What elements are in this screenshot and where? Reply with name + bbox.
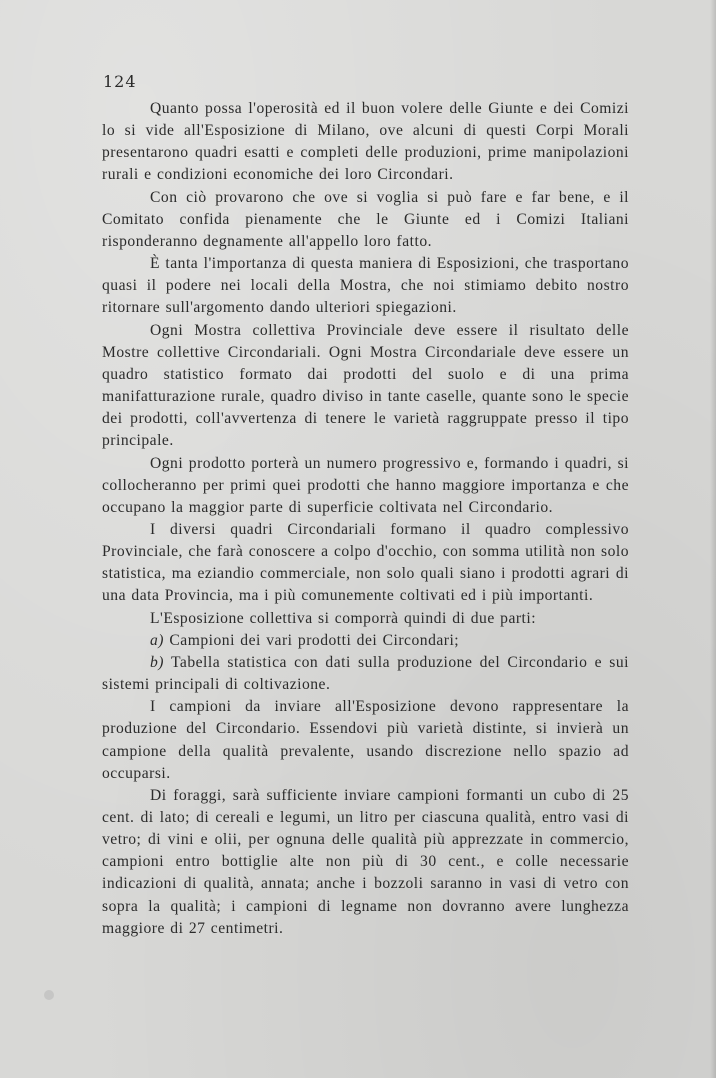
paragraph: È tanta l'importanza di questa maniera di Esposizioni, che trasportano quasi il podere nei locali della Mostra, che noi stimiamo debito nostro ritornare sull'argomento dando ulteriori spiegazioni. xyxy=(102,255,629,317)
paragraph: I campioni da inviare all'Esposizione devono rappresentare la produzione del Circondario. Essendovi più varietà distinte, si invierà un campione della qualità prevalente, usando discrezione nello spazio ad occuparsi. xyxy=(102,698,629,782)
paper-stain xyxy=(44,990,54,1000)
list-item-text: Campioni dei vari prodotti dei Circondari; xyxy=(169,631,460,649)
list-marker: b) xyxy=(150,653,164,671)
paragraph: Di foraggi, sarà sufficiente inviare campioni formanti un cubo di 25 cent. di lato; di cereali e legumi, un litro per ciascuna qualità, entro vasi di vetro; di vini e olii, per ognuna delle qualità più apprezzate in commercio, campioni entro bottiglie alte non più di 30 cent., e colle necessarie indicazioni di qualità, annata; anche i bozzoli saranno in vasi di vetro con sopra la qualità; i campioni di legname non dovranno avere lunghezza maggiore di 27 centimetri. xyxy=(102,786,629,937)
paragraph: Con ciò provarono che ove si voglia si può fare e far bene, e il Comitato confida pienamente che le Giunte ed i Comizi Italiani risponderanno degnamente all'appello loro fatto. xyxy=(102,188,629,250)
page-number: 124 xyxy=(103,72,137,91)
paragraph: L'Esposizione collettiva si comporrà quindi di due parti: xyxy=(150,609,537,627)
paragraph: Ogni prodotto porterà un numero progressivo e, formando i quadri, si collocheranno per primi quei prodotti che hanno maggiore importanza e che occupano la maggior parte di superficie coltivata nel Circondario. xyxy=(102,454,629,516)
paragraph: Quanto possa l'operosità ed il buon volere delle Giunte e dei Comizi lo si vide all'Esposizione di Milano, ove alcuni di questi Corpi Morali presentarono quadri esatti e completi delle produzioni, prime manipolazioni rurali e condizioni economiche dei loro Circondari. xyxy=(102,100,629,184)
body-text xyxy=(102,98,629,940)
list-marker: a) xyxy=(150,631,164,649)
list-item-text: Tabella statistica con dati sulla produzione del Circondario e sui sistemi principali di coltivazione. xyxy=(102,653,629,694)
page-edge-shadow xyxy=(710,0,716,1078)
list-item xyxy=(102,652,629,696)
list-item xyxy=(102,630,629,652)
paragraph: Ogni Mostra collettiva Provinciale deve essere il risultato delle Mostre collettive Circondariali. Ogni Mostra Circondariale deve essere un quadro statistico formato dai prodotti del suolo e di una prima manifatturazione rurale, quadro diviso in tante caselle, quante sono le specie dei prodotti, coll'avvertenza di tenere le varietà raggruppate presso il tipo principale. xyxy=(102,321,629,450)
paragraph: I diversi quadri Circondariali formano il quadro complessivo Provinciale, che farà conoscere a colpo d'occhio, con somma utilità non solo statistica, ma eziandio commerciale, non solo quali siano i prodotti agrari di una data Provincia, ma i più comunemente coltivati ed i più importanti. xyxy=(102,520,629,605)
